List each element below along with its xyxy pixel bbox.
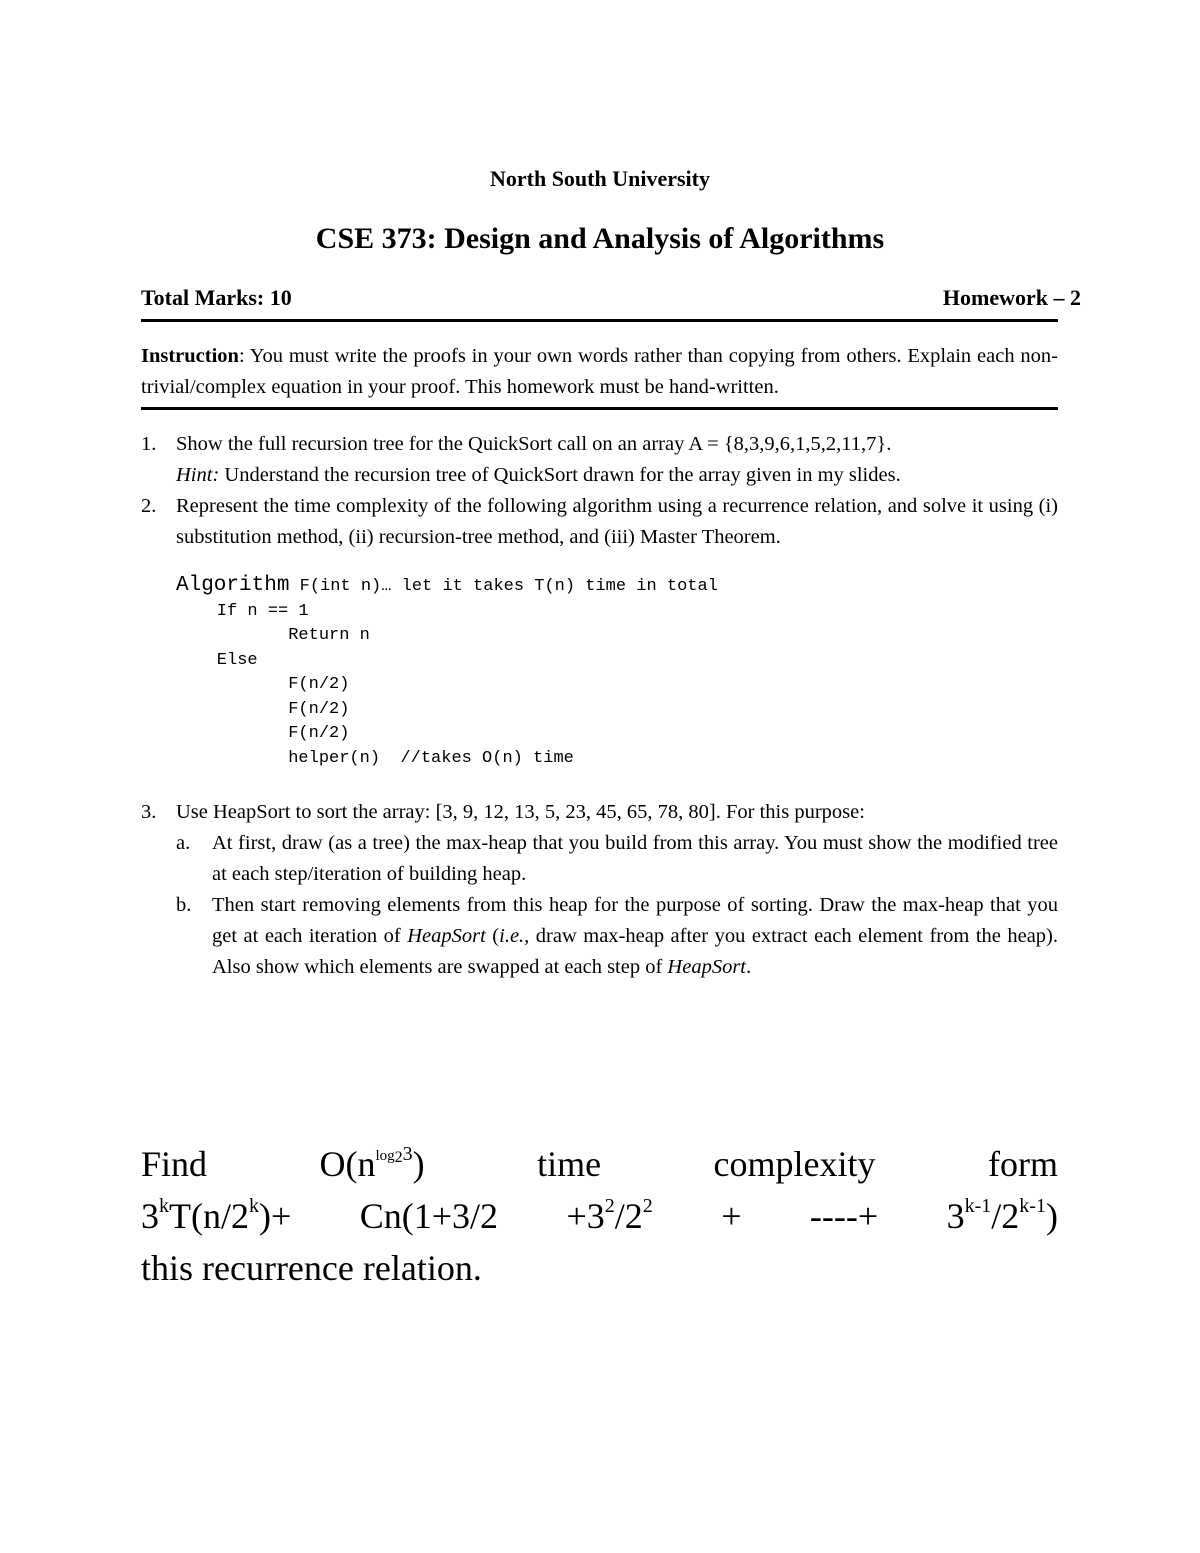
question-3 (141, 797, 1058, 983)
formula-part: /2 (991, 1196, 1020, 1236)
formula-sup: k (159, 1195, 169, 1217)
course-title: CSE 373: Design and Analysis of Algorithms (315, 222, 885, 255)
code-keyword: Algorithm (176, 574, 290, 597)
question-text: Use HeapSort to sort the array: [3, 9, 12, 13, 5, 23, 45, 65, 78, 80]. For this purpose: (176, 801, 865, 823)
university-name: North South University (489, 166, 710, 191)
formula-part: 3 (141, 1196, 159, 1236)
note-formula: Cn(1+3/2 (359, 1196, 499, 1236)
code-line: helper(n) //takes O(n) time (176, 748, 574, 768)
divider-bottom (141, 407, 1058, 410)
formula-part: T(n/2 (169, 1196, 249, 1236)
note-word: complexity (713, 1144, 876, 1184)
sub-question-text: At first, draw (as a tree) the max-heap that you build from this array. You must show the modified tree at each step/iteration of building heap. (212, 832, 1058, 885)
instruction-paragraph (141, 341, 1058, 403)
formula-part: ) (412, 1144, 425, 1184)
sub-question-number: a. (176, 832, 191, 854)
question-number: 3. (141, 801, 157, 823)
code-line: F(int n)… let it takes T(n) time in total (289, 577, 718, 596)
note-formula: + (721, 1196, 742, 1236)
note-word: form (987, 1144, 1058, 1184)
question-1 (141, 429, 1058, 491)
note-formula (319, 1138, 424, 1190)
formula-sup: 3 (402, 1143, 413, 1165)
instruction-label: Instruction (141, 345, 239, 367)
italic-run: i.e., (499, 925, 530, 947)
text-run: . (746, 956, 752, 978)
code-line: F(n/2) (176, 699, 350, 719)
question-2 (141, 491, 1058, 553)
formula-sup: 2 (642, 1195, 653, 1217)
formula-part: )+ (258, 1196, 292, 1236)
question-number: 1. (141, 433, 157, 455)
formula-part: ) (1045, 1196, 1058, 1236)
total-marks: Total Marks: 10 (141, 285, 292, 310)
note-word: Find (141, 1144, 208, 1184)
formula-part: /2 (614, 1196, 643, 1236)
instruction-text: : You must write the proofs in your own words rather than copying from others. Explain each non-trivial/complex equation in your proof. This homework must be hand-written. (141, 345, 1058, 398)
sub-question-text (212, 890, 1058, 983)
question-text: Show the full recursion tree for the QuickSort call on an array A = {8,3,9,6,1,5,2,11,7}. (176, 433, 892, 455)
formula-part: 3 (946, 1196, 965, 1236)
note-formula: ----+ (809, 1196, 879, 1236)
note-line-1 (141, 1138, 1058, 1190)
text-run: ( (485, 925, 500, 947)
hint-text: Understand the recursion tree of QuickSort drawn for the array given in my slides. (219, 464, 901, 486)
italic-run: HeapSort (407, 925, 486, 947)
text-run: Then start removing elements from this heap for the purpose of sorting. Draw the max-heap that you get at each iteration of (212, 894, 1058, 947)
formula-sup: k-1 (1019, 1195, 1046, 1217)
hint-label: Hint: (176, 464, 220, 486)
formula-part: +3 (566, 1196, 605, 1236)
formula-sup: k (248, 1195, 259, 1217)
find-complexity-note (141, 1138, 1058, 1294)
code-line: Else (176, 650, 258, 670)
code-line: Return n (176, 626, 370, 645)
sub-question-a (176, 828, 1058, 890)
formula-log: log (375, 1148, 395, 1164)
question-text: Represent the time complexity of the following algorithm using a recurrence relation, and solve it using (i) substitution method, (ii) recursion-tree method, and (iii) Master Theorem. (176, 495, 1058, 548)
note-line-3: this recurrence relation. (141, 1248, 482, 1288)
formula-sup: k-1 (964, 1195, 992, 1217)
formula-part: O(n (319, 1144, 376, 1184)
question-body (176, 429, 1058, 491)
note-formula (947, 1190, 1058, 1242)
divider-top (141, 319, 1058, 322)
formula-sup: 2 (604, 1195, 615, 1217)
sub-question-number: b. (176, 894, 192, 916)
code-line: F(n/2) (176, 724, 350, 743)
note-word: time (537, 1144, 602, 1184)
text-run: draw max-heap after you extract each element from the heap). Also show which elements are swapped at each step of (212, 925, 1059, 978)
code-line: F(n/2) (176, 675, 350, 694)
formula-sub: 2 (394, 1149, 403, 1166)
note-formula (566, 1190, 652, 1242)
algorithm-code-block (176, 574, 718, 771)
italic-run: HeapSort (667, 956, 746, 978)
code-line: If n == 1 (176, 601, 309, 621)
note-line-2 (141, 1190, 1058, 1242)
homework-number: Homework – 2 (942, 285, 1081, 310)
note-formula (141, 1190, 291, 1242)
question-number: 2. (141, 495, 157, 517)
sub-question-b (176, 890, 1058, 983)
